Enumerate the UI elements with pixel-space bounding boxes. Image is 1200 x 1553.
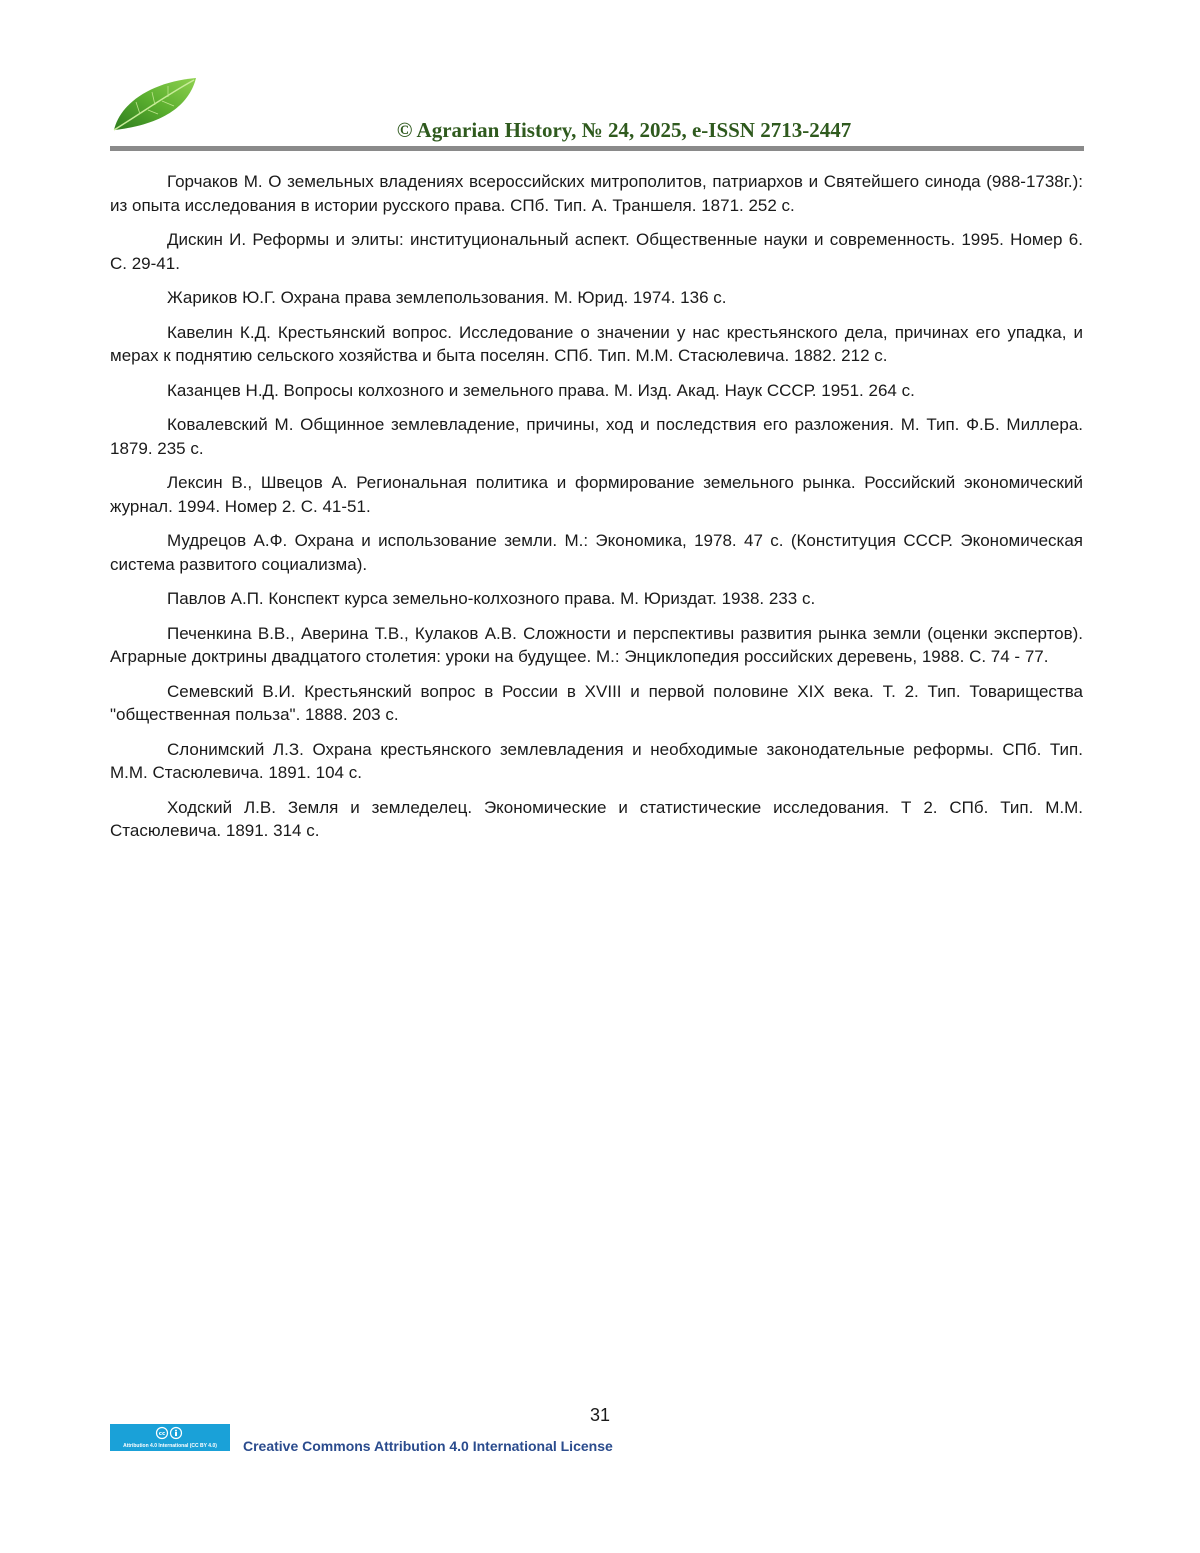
reference-list <box>110 170 1083 854</box>
reference-item: Павлов А.П. Конспект курса земельно-колхозного права. М. Юриздат. 1938. 233 с. <box>167 589 816 608</box>
page-number: 31 <box>589 1405 611 1425</box>
reference-item: Мудрецов А.Ф. Охрана и использование земли. М.: Экономика, 1978. 47 с. (Конституция СССР. Экономическая система развитого социализма). <box>110 531 1083 574</box>
reference-item: Казанцев Н.Д. Вопросы колхозного и земельного права. М. Изд. Акад. Наук СССР. 1951. 264 с. <box>167 380 915 400</box>
reference-item: Лексин В., Швецов А. Региональная политика и формирование земельного рынка. Российский экономический журнал. 1994. Номер 2. С. 41-51. <box>110 473 1083 516</box>
reference-item: Ковалевский М. Общинное землевладение, причины, ход и последствия его разложения. М. Тип. Ф.Б. Миллера. 1879. 235 с. <box>110 415 1083 458</box>
reference-item: Кавелин К.Д. Крестьянский вопрос. Исследование о значении у нас крестьянского дела, причинах его упадка, и мерах к поднятию сельского хозяйства и быта поселян. СПб. Тип. М.М. Стасюлевича. 1882. 212 с. <box>110 322 1083 365</box>
reference-item: Дискин И. Реформы и элиты: институциональный аспект. Общественные науки и современность. 1995. Номер 6. С. 29-41. <box>110 230 1083 273</box>
reference-item: Жариков Ю.Г. Охрана права землепользования. М. Юрид. 1974. 136 с. <box>167 288 727 307</box>
reference-item: Печенкина В.В., Аверина Т.В., Кулаков А.В. Сложности и перспективы развития рынка земли (оценки экспертов). Аграрные доктрины двадцатого столетия: уроки на будущее. М.: Энциклопедия российских деревень, 1988. С. 74 - 77. <box>110 623 1083 666</box>
cc-license-badge[interactable] <box>110 1424 230 1451</box>
license-link[interactable]: Creative Commons Attribution 4.0 International License <box>243 1438 613 1454</box>
reference-item: Горчаков М. О земельных владениях всероссийских митрополитов, патриархов и Святейшего синода (988-1738г.): из опыта исследования в истории русского права. СПб. Тип. А. Траншеля. 1871. 252 с. <box>110 172 1083 215</box>
journal-header-title: © Agrarian History, № 24, 2025, e-ISSN 2713-2447 <box>396 118 852 142</box>
reference-item: Слонимский Л.З. Охрана крестьянского землевладения и необходимые законодательные реформы. СПб. Тип. М.М. Стасюлевича. 1891. 104 с. <box>110 739 1083 782</box>
reference-item: Семевский В.И. Крестьянский вопрос в России в XVIII и первой половине XIX века. Т. 2. Тип. Товарищества "общественная польза". 1888. 203 с. <box>110 681 1083 724</box>
svg-text:cc: cc <box>158 1431 166 1438</box>
reference-item: Ходский Л.В. Земля и земледелец. Экономические и статистические исследования. Т 2. СПб. Тип. М.М. Стасюлевича. 1891. 314 с. <box>110 797 1083 840</box>
header-divider <box>110 146 1084 151</box>
cc-by-icon <box>150 1426 190 1440</box>
cc-badge-label: Attribution 4.0 International (CC BY 4.0) <box>123 1443 217 1449</box>
